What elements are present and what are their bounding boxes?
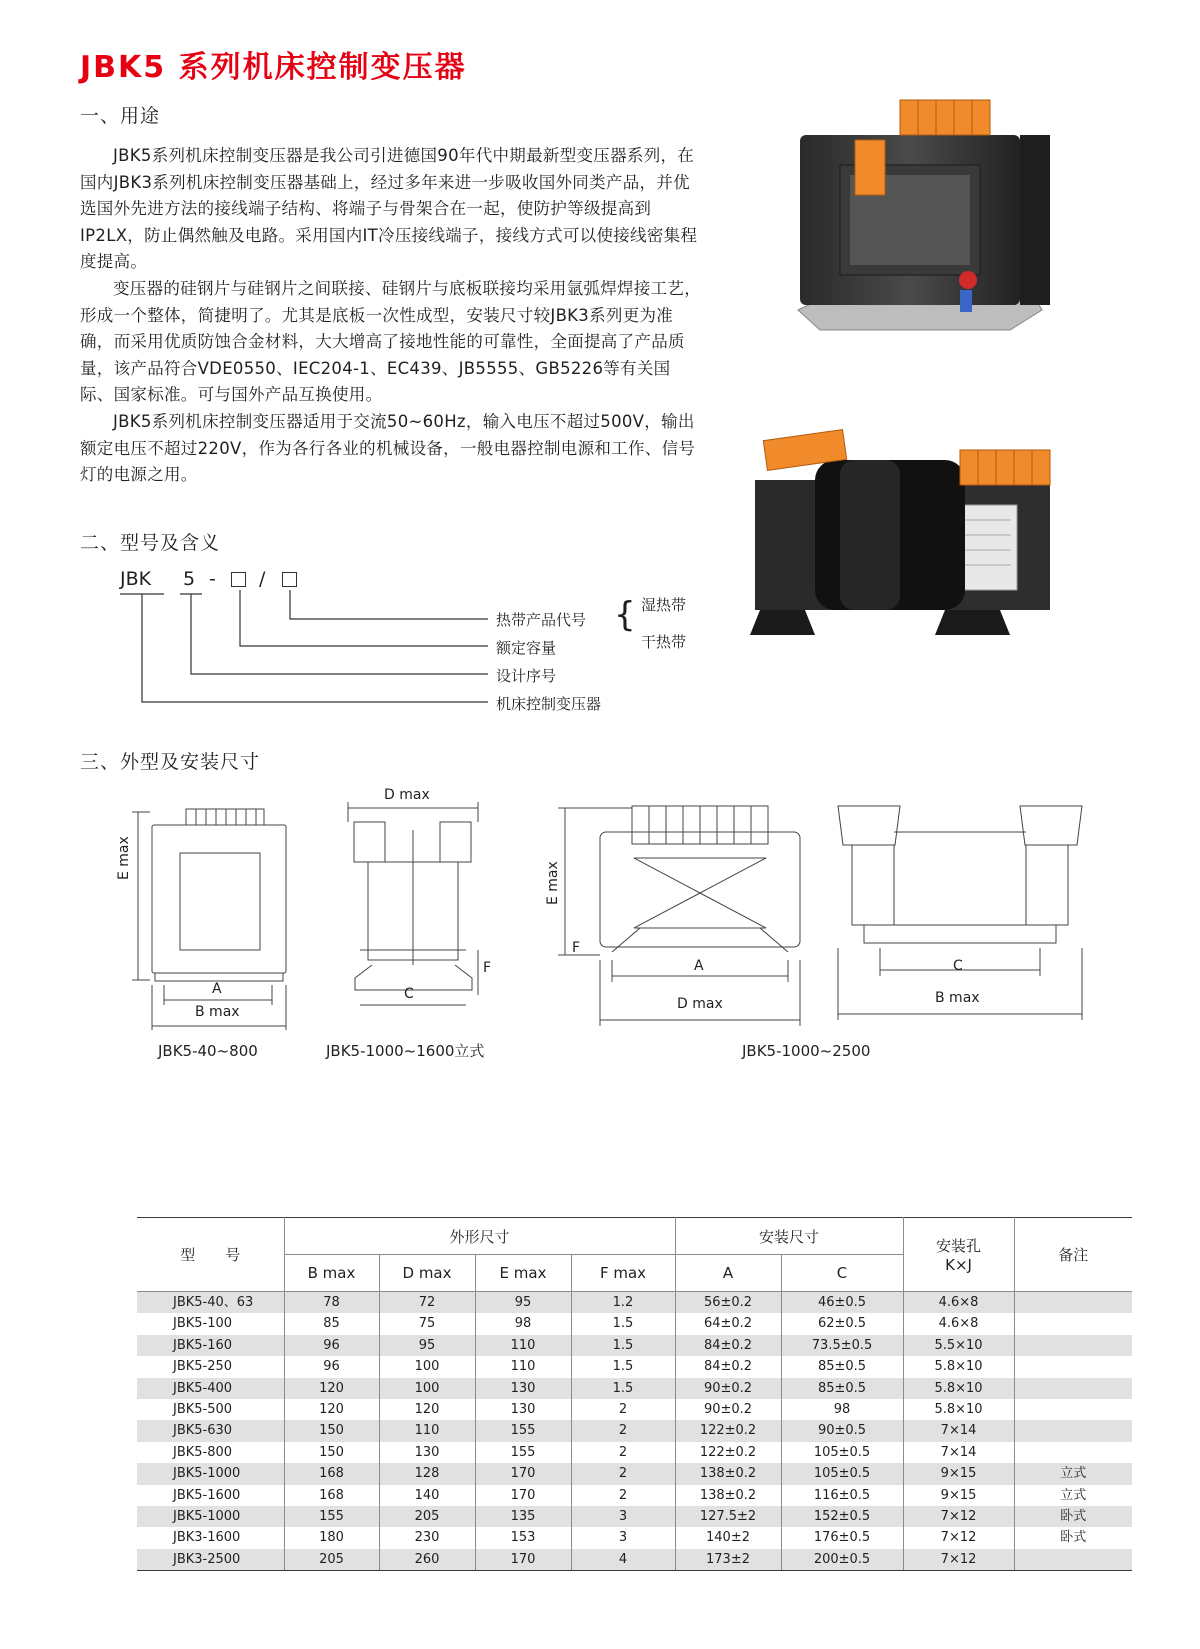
header-outer-dims: 外形尺寸: [284, 1218, 675, 1255]
cell-note: [1014, 1399, 1132, 1420]
table-row: [137, 1549, 1132, 1571]
cell-f-max: 1.2: [571, 1292, 675, 1314]
section-usage-heading: 一、用途: [80, 105, 161, 127]
cell-model: JBK5-1600: [137, 1485, 284, 1506]
cell-mount-hole: 5.5×10: [903, 1335, 1014, 1356]
header-c: C: [781, 1255, 903, 1292]
header-b-max: B max: [284, 1255, 379, 1292]
cell-a: 90±0.2: [675, 1399, 781, 1420]
cell-b-max: 85: [284, 1313, 379, 1334]
option-dry-tropical: 干热带: [641, 633, 687, 651]
cell-e-max: 95: [475, 1292, 571, 1314]
table-row: [137, 1527, 1132, 1548]
cell-a: 173±2: [675, 1549, 781, 1571]
cell-d-max: 260: [379, 1549, 475, 1571]
cell-note: 卧式: [1060, 1530, 1087, 1546]
cell-b-max: 96: [284, 1335, 379, 1356]
cell-f-max: 3: [571, 1527, 675, 1548]
cell-c: 90±0.5: [781, 1420, 903, 1441]
dim-label-f: F: [483, 960, 492, 976]
cell-a: 138±0.2: [675, 1463, 781, 1484]
cell-d-max: 95: [379, 1335, 475, 1356]
table-row: [137, 1485, 1132, 1506]
cell-a: 56±0.2: [675, 1292, 781, 1314]
table-row: [137, 1292, 1132, 1314]
cell-e-max: 170: [475, 1549, 571, 1571]
cell-a: 84±0.2: [675, 1356, 781, 1377]
drawing-caption: JBK5-1000~1600立式: [326, 1042, 485, 1060]
cell-d-max: 140: [379, 1485, 475, 1506]
cell-note: [1014, 1356, 1132, 1377]
cell-c: 85±0.5: [781, 1378, 903, 1399]
table-row: [137, 1356, 1132, 1377]
cell-a: 122±0.2: [675, 1442, 781, 1463]
page-title: JBK5 系列机床控制变压器: [80, 50, 467, 85]
table-row: [137, 1335, 1132, 1356]
cell-b-max: 155: [284, 1506, 379, 1527]
header-notes: 备注: [1014, 1218, 1132, 1292]
table-row: [137, 1463, 1132, 1484]
cell-b-max: 150: [284, 1420, 379, 1441]
dim-label-a: A: [212, 981, 222, 997]
cell-b-max: 120: [284, 1378, 379, 1399]
cell-mount-hole: 7×12: [903, 1549, 1014, 1571]
cell-mount-hole: 9×15: [903, 1485, 1014, 1506]
cell-c: 85±0.5: [781, 1356, 903, 1377]
cell-f-max: 2: [571, 1485, 675, 1506]
cell-model: JBK5-250: [137, 1356, 284, 1377]
label-rated-capacity: 额定容量: [496, 639, 557, 657]
cell-e-max: 135: [475, 1506, 571, 1527]
spec-table: [137, 1217, 1132, 1571]
cell-a: 84±0.2: [675, 1335, 781, 1356]
cell-b-max: 78: [284, 1292, 379, 1314]
cell-d-max: 110: [379, 1420, 475, 1441]
label-design-number: 设计序号: [496, 667, 557, 685]
model-series: 5: [183, 568, 196, 590]
cell-d-max: 230: [379, 1527, 475, 1548]
cell-f-max: 2: [571, 1463, 675, 1484]
intro-paragraph: JBK5系列机床控制变压器是我公司引进德国90年代中期最新型变压器系列，在国内JBK3系列机床控制变压器基础上，经过多年来进一步吸收国外同类产品，并优选国外先进方法的接线端子结构、将端子与骨架合在一起，使防护等级提高到IP2LX，防止偶然触及电路。采用国内IT冷压接线端子，接线方式可以使接线密集程度提高。: [80, 146, 698, 272]
header-a: A: [675, 1255, 781, 1292]
cell-mount-hole: 7×14: [903, 1420, 1014, 1441]
cell-b-max: 120: [284, 1399, 379, 1420]
dim-label-c: C: [953, 958, 963, 974]
model-dash: -: [209, 568, 216, 590]
cell-model: JBK3-1600: [137, 1527, 284, 1548]
cell-model: JBK5-100: [137, 1313, 284, 1334]
cell-a: 64±0.2: [675, 1313, 781, 1334]
header-install-dims: 安装尺寸: [675, 1218, 903, 1255]
intro-paragraph: 变压器的硅钢片与硅钢片之间联接、硅钢片与底板联接均采用氩弧焊焊接工艺，形成一个整体，简捷明了。尤其是底板一次性成型，安装尺寸较JBK3系列更为准确，而采用优质防蚀合金材料，大大增高了接地性能的可靠性，全面提高了产品质量，该产品符合VDE0550、IEC204-1、EC439、JB5555、GB5226等有关国际、国家标准。可与国外产品互换使用。: [80, 278, 701, 405]
table-row: [137, 1378, 1132, 1399]
cell-model: JBK5-630: [137, 1420, 284, 1441]
cell-d-max: 128: [379, 1463, 475, 1484]
model-slash: /: [259, 568, 266, 590]
cell-c: 46±0.5: [781, 1292, 903, 1314]
dim-label-b-max: B max: [935, 990, 980, 1006]
cell-e-max: 130: [475, 1378, 571, 1399]
cell-c: 73.5±0.5: [781, 1335, 903, 1356]
cell-model: JBK3-2500: [137, 1549, 284, 1571]
header-model: 型 号: [137, 1218, 284, 1292]
cell-note: [1014, 1549, 1132, 1571]
cell-b-max: 168: [284, 1463, 379, 1484]
drawing-caption: JBK5-40~800: [158, 1042, 258, 1060]
option-humid-tropical: 湿热带: [641, 596, 687, 614]
label-tropical-code: 热带产品代号: [496, 611, 587, 629]
dim-label-f: F: [572, 940, 581, 956]
intro-paragraph: JBK5系列机床控制变压器适用于交流50~60Hz，输入电压不超过500V，输出额定电压不超过220V，作为各行各业的机械设备，一般电器控制电源和工作、信号灯的电源之用。: [80, 411, 696, 485]
cell-f-max: 1.5: [571, 1335, 675, 1356]
cell-a: 122±0.2: [675, 1420, 781, 1441]
cell-model: JBK5-400: [137, 1378, 284, 1399]
cell-mount-hole: 7×12: [903, 1506, 1014, 1527]
cell-b-max: 205: [284, 1549, 379, 1571]
cell-e-max: 153: [475, 1527, 571, 1548]
cell-b-max: 180: [284, 1527, 379, 1548]
cell-c: 152±0.5: [781, 1506, 903, 1527]
brace-symbol: {: [614, 595, 636, 635]
cell-d-max: 205: [379, 1506, 475, 1527]
dim-label-d-max: D max: [384, 787, 430, 803]
section-model-heading: 二、型号及含义: [80, 532, 221, 554]
cell-note: [1014, 1378, 1132, 1399]
label-machine-transformer: 机床控制变压器: [496, 695, 602, 713]
cell-mount-hole: 5.8×10: [903, 1378, 1014, 1399]
table-row: [137, 1399, 1132, 1420]
cell-d-max: 100: [379, 1356, 475, 1377]
cell-b-max: 96: [284, 1356, 379, 1377]
cell-e-max: 110: [475, 1356, 571, 1377]
cell-c: 62±0.5: [781, 1313, 903, 1334]
cell-model: JBK5-800: [137, 1442, 284, 1463]
cell-f-max: 3: [571, 1506, 675, 1527]
cell-mount-hole: 5.8×10: [903, 1356, 1014, 1377]
cell-d-max: 100: [379, 1378, 475, 1399]
header-e-max: E max: [475, 1255, 571, 1292]
cell-model: JBK5-500: [137, 1399, 284, 1420]
cell-e-max: 130: [475, 1399, 571, 1420]
cell-model: JBK5-40、63: [137, 1292, 284, 1314]
cell-mount-hole: 4.6×8: [903, 1313, 1014, 1334]
cell-a: 127.5±2: [675, 1506, 781, 1527]
drawing-caption: JBK5-1000~2500: [742, 1042, 871, 1060]
cell-note: [1014, 1442, 1132, 1463]
cell-c: 98: [781, 1399, 903, 1420]
cell-b-max: 150: [284, 1442, 379, 1463]
table-row: [137, 1506, 1132, 1527]
cell-f-max: 2: [571, 1399, 675, 1420]
section-dims-heading: 三、外型及安装尺寸: [80, 751, 261, 773]
cell-c: 200±0.5: [781, 1549, 903, 1571]
table-row: [137, 1420, 1132, 1441]
header-mount-hole-label: 安装孔: [936, 1237, 982, 1255]
cell-d-max: 120: [379, 1399, 475, 1420]
cell-note: 立式: [1060, 1487, 1087, 1503]
cell-c: 116±0.5: [781, 1485, 903, 1506]
dim-label-e-max: E max: [545, 861, 561, 905]
cell-model: JBK5-1000: [137, 1506, 284, 1527]
cell-note: [1014, 1420, 1132, 1441]
cell-e-max: 170: [475, 1485, 571, 1506]
spec-table-body: [137, 1292, 1132, 1571]
cell-mount-hole: 7×14: [903, 1442, 1014, 1463]
cell-a: 138±0.2: [675, 1485, 781, 1506]
header-d-max: D max: [379, 1255, 475, 1292]
cell-f-max: 2: [571, 1420, 675, 1441]
dim-label-b-max: B max: [195, 1004, 240, 1020]
cell-b-max: 168: [284, 1485, 379, 1506]
dim-label-d-max: D max: [677, 996, 723, 1012]
table-row: [137, 1442, 1132, 1463]
cell-mount-hole: 9×15: [903, 1463, 1014, 1484]
header-f-max: F max: [571, 1255, 675, 1292]
cell-c: 176±0.5: [781, 1527, 903, 1548]
cell-note: 卧式: [1014, 1506, 1132, 1527]
cell-d-max: 130: [379, 1442, 475, 1463]
cell-d-max: 75: [379, 1313, 475, 1334]
cell-e-max: 110: [475, 1335, 571, 1356]
cell-e-max: 155: [475, 1442, 571, 1463]
cell-e-max: 155: [475, 1420, 571, 1441]
dim-label-c: C: [404, 986, 414, 1002]
cell-note: [1014, 1335, 1132, 1356]
cell-note: 立式: [1014, 1463, 1132, 1484]
cell-d-max: 72: [379, 1292, 475, 1314]
cell-f-max: 1.5: [571, 1356, 675, 1377]
model-prefix: JBK: [120, 568, 152, 590]
cell-mount-hole: 5.8×10: [903, 1399, 1014, 1420]
cell-model: JBK5-160: [137, 1335, 284, 1356]
cell-e-max: 170: [475, 1463, 571, 1484]
cell-a: 140±2: [675, 1527, 781, 1548]
cell-f-max: 1.5: [571, 1313, 675, 1334]
cell-c: 105±0.5: [781, 1463, 903, 1484]
cell-mount-hole: 7×12: [903, 1527, 1014, 1548]
cell-note: [1014, 1292, 1132, 1314]
dim-label-a: A: [694, 958, 704, 974]
cell-e-max: 98: [475, 1313, 571, 1334]
table-row: [137, 1313, 1132, 1334]
cell-f-max: 1.5: [571, 1378, 675, 1399]
header-mount-hole-sub: K×J: [945, 1256, 972, 1274]
dim-label-e-max: E max: [116, 836, 132, 880]
cell-mount-hole: 4.6×8: [903, 1292, 1014, 1314]
cell-model: JBK5-1000: [137, 1463, 284, 1484]
cell-f-max: 4: [571, 1549, 675, 1571]
cell-note: [1014, 1313, 1132, 1334]
cell-a: 90±0.2: [675, 1378, 781, 1399]
cell-c: 105±0.5: [781, 1442, 903, 1463]
cell-f-max: 2: [571, 1442, 675, 1463]
header-mount-hole: [903, 1218, 1014, 1292]
